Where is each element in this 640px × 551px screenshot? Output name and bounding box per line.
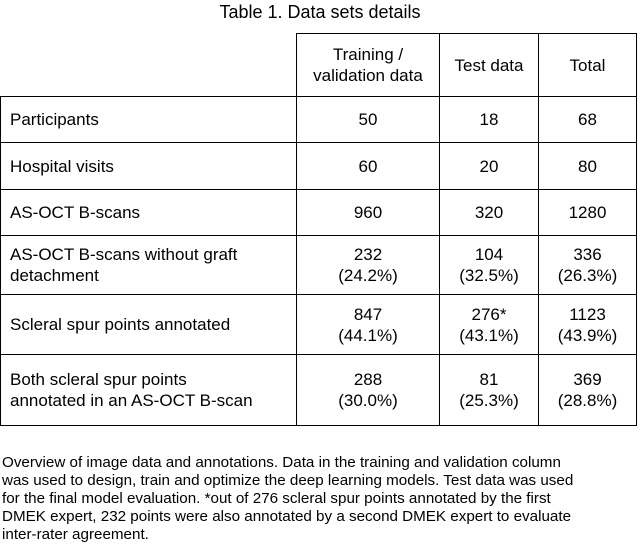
table-row — [1, 295, 637, 355]
row-label-participants: Participants — [1, 97, 297, 143]
cell-total: 1280 — [539, 190, 637, 236]
table-row — [1, 190, 637, 236]
cell-test: 276* (43.1%) — [440, 295, 539, 355]
cell-total: 336 (26.3%) — [539, 236, 637, 295]
cell-total: 80 — [539, 143, 637, 190]
row-label-hospital-visits: Hospital visits — [1, 143, 297, 190]
col-header-total: Total — [539, 34, 637, 97]
cell-training: 288 (30.0%) — [297, 355, 440, 426]
col-header-training: Training / validation data — [297, 34, 440, 97]
cell-total: 68 — [539, 97, 637, 143]
cell-test: 20 — [440, 143, 539, 190]
table-footnote: Overview of image data and annotations. Data in the training and validation column was used to design, train and optimize the deep learning models. Test data was used for the final model evaluation. *out of 276 scleral spur points annotated by the first DMEK expert, 232 points were also annotated by a second DMEK expert to evaluate inter-rater agreement. — [2, 454, 574, 543]
row-label-as-oct-b-scans: AS-OCT B-scans — [1, 190, 297, 236]
cell-test: 18 — [440, 97, 539, 143]
cell-total: 369 (28.8%) — [539, 355, 637, 426]
row-label-both-scleral-spur-points: Both scleral spur points annotated in an AS-OCT B-scan — [1, 355, 297, 426]
table-caption: Table 1. Data sets details — [219, 2, 421, 22]
cell-training: 960 — [297, 190, 440, 236]
cell-training: 232 (24.2%) — [297, 236, 440, 295]
cell-training: 847 (44.1%) — [297, 295, 440, 355]
cell-test: 104 (32.5%) — [440, 236, 539, 295]
table-header-row — [1, 34, 637, 97]
data-sets-table — [0, 33, 637, 426]
cell-total: 1123 (43.9%) — [539, 295, 637, 355]
cell-test: 320 — [440, 190, 539, 236]
row-label-scleral-spur-points: Scleral spur points annotated — [1, 295, 297, 355]
cell-test: 81 (25.3%) — [440, 355, 539, 426]
cell-training: 50 — [297, 97, 440, 143]
table-row — [1, 355, 637, 426]
table-row — [1, 97, 637, 143]
col-header-test: Test data — [440, 34, 539, 97]
cell-training: 60 — [297, 143, 440, 190]
table-row — [1, 143, 637, 190]
header-empty-cell — [1, 34, 297, 97]
table-row — [1, 236, 637, 295]
row-label-without-graft-detachment: AS-OCT B-scans without graft detachment — [1, 236, 297, 295]
